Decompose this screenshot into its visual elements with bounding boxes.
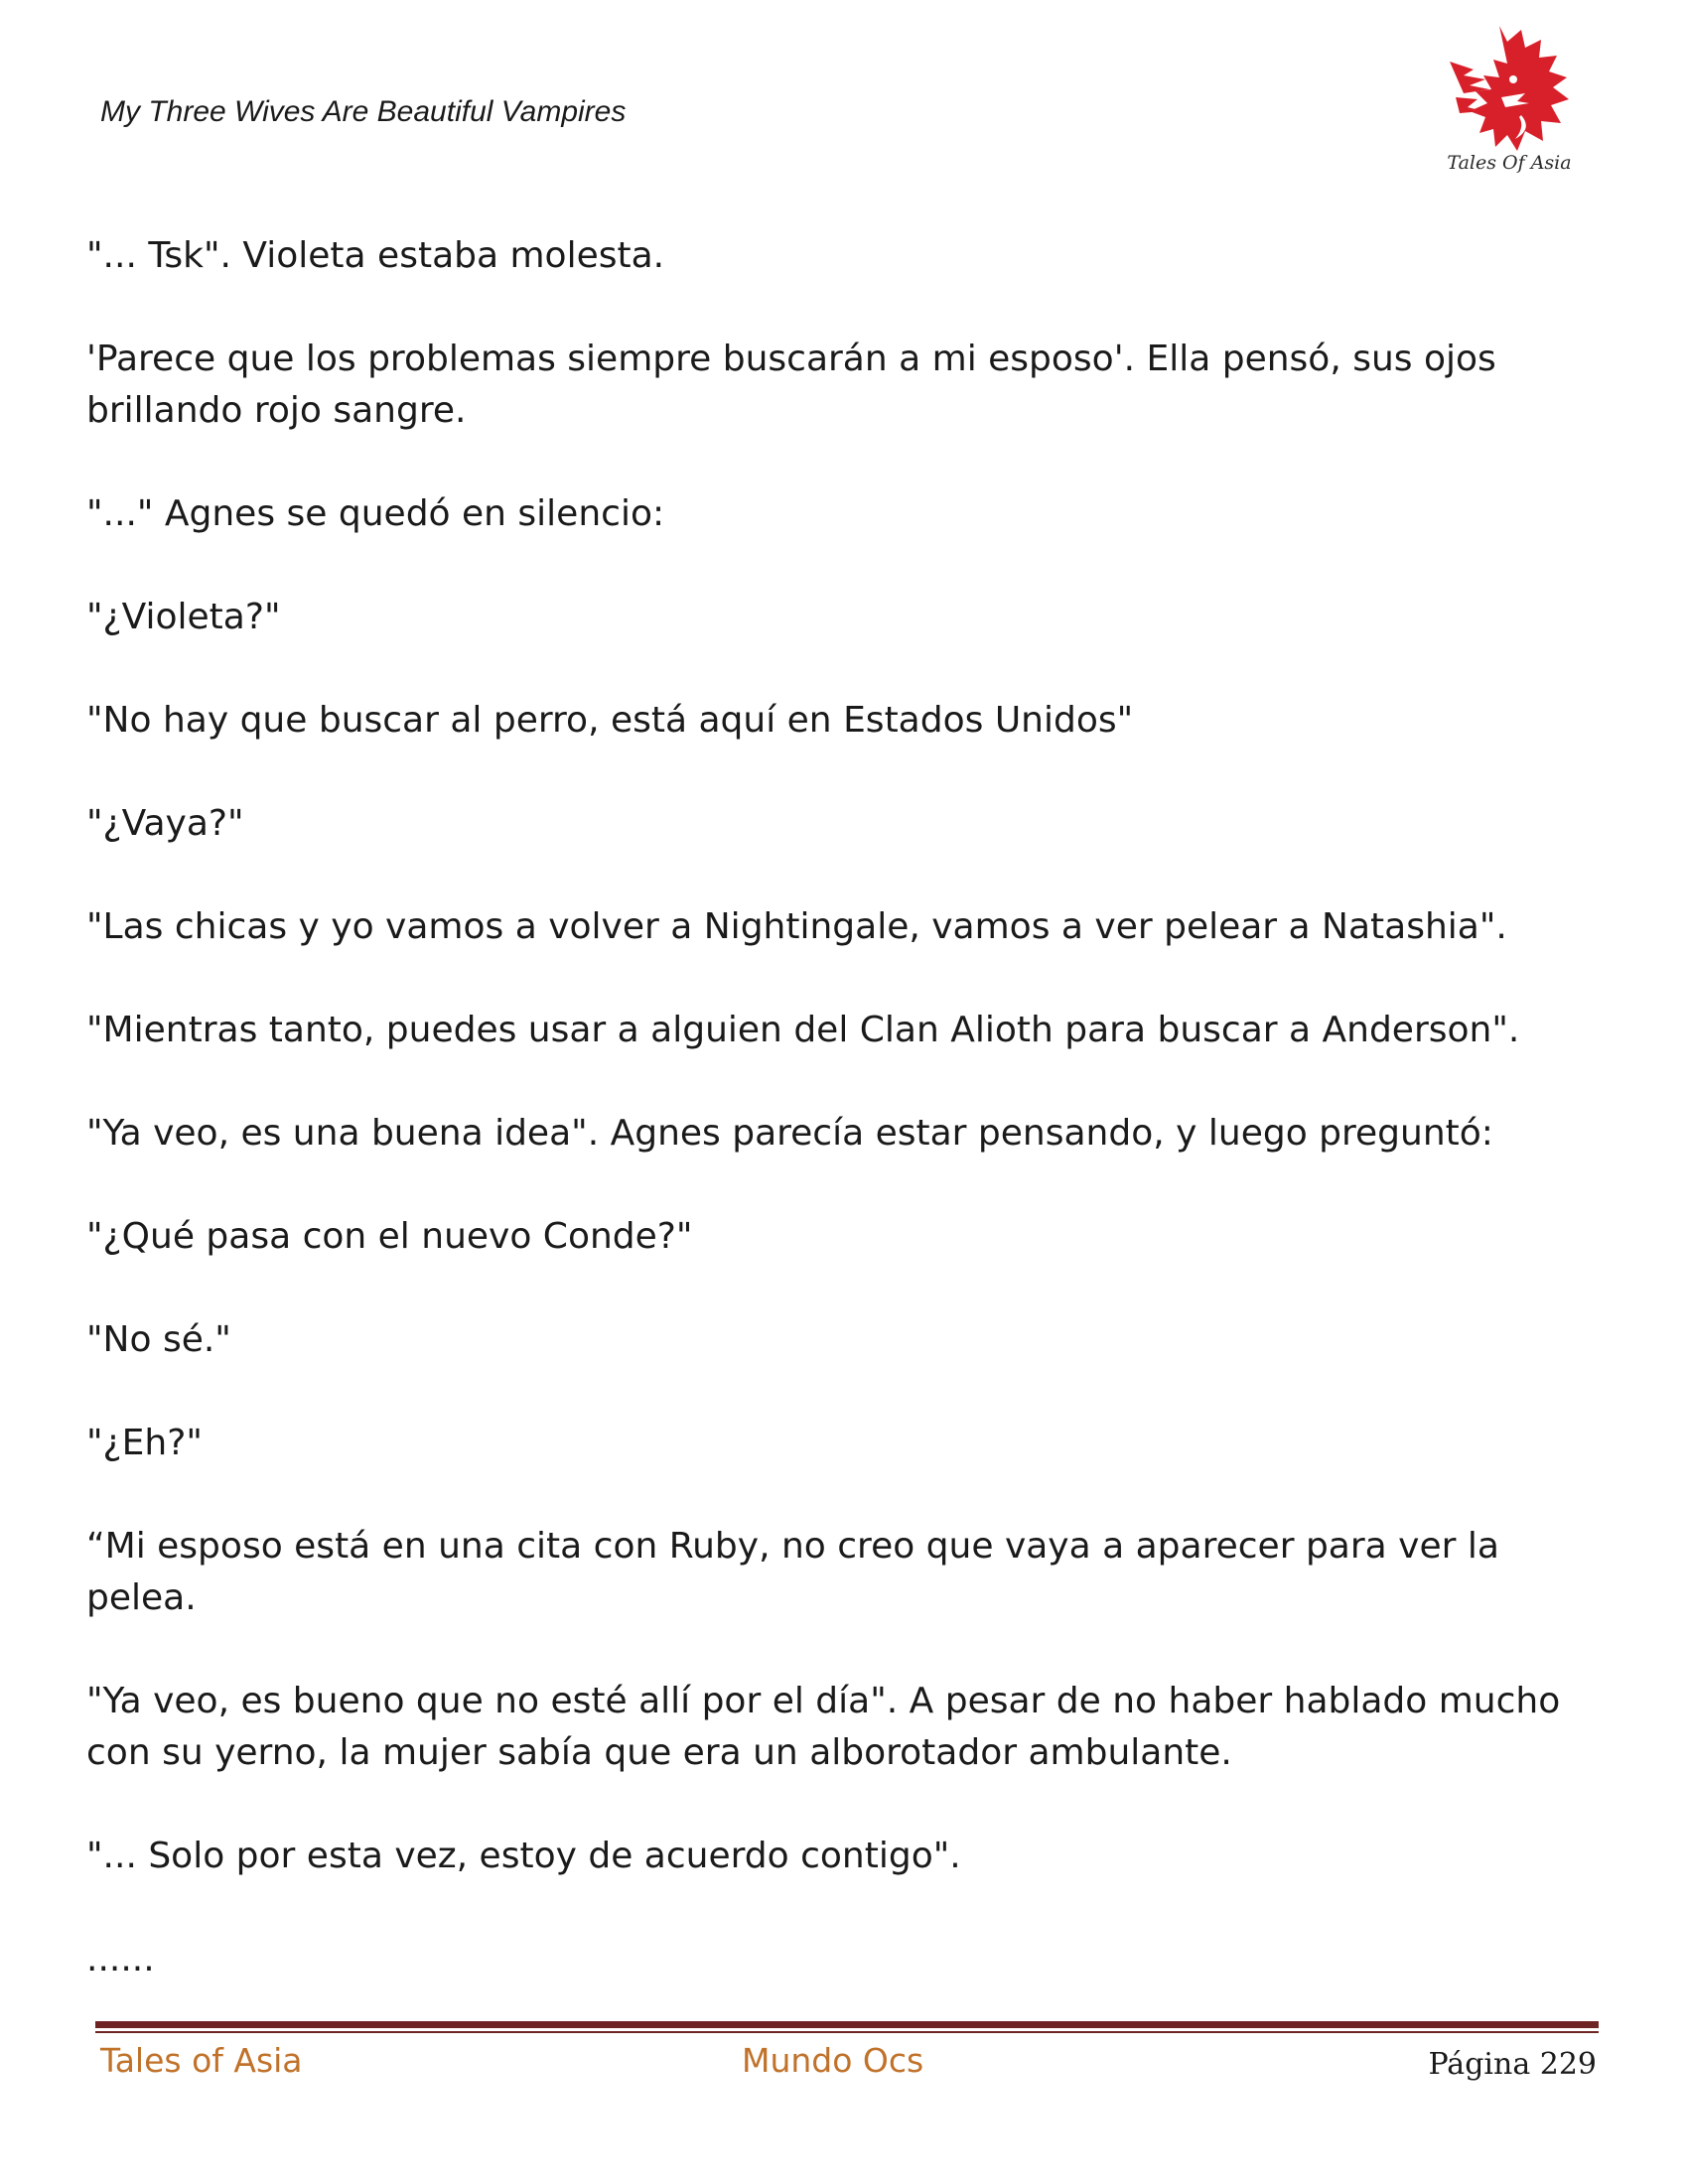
paragraph: "Las chicas y yo vamos a volver a Nightingale, vamos a ver pelear a Natashia". (86, 906, 1507, 947)
paragraph: "¿Eh?" (86, 1423, 203, 1463)
footer-section-name: Mundo Ocs (742, 2041, 924, 2080)
paragraph: "... Tsk". Violeta estaba molesta. (86, 235, 665, 276)
paragraph: "¿Vaya?" (86, 803, 244, 844)
paragraph: "¿Qué pasa con el nuevo Conde?" (86, 1216, 693, 1257)
logo-text: Tales Of Asia (1447, 152, 1572, 174)
paragraph: "¿Violeta?" (86, 597, 281, 637)
footer-site-name: Tales of Asia (100, 2041, 303, 2080)
paragraph: "No sé." (86, 1319, 231, 1360)
footer-divider-thin (95, 2031, 1599, 2033)
paragraph: "Ya veo, es una buena idea". Agnes parecía estar pensando, y luego preguntó: (86, 1113, 1493, 1154)
paragraph: "... Solo por esta vez, estoy de acuerdo contigo". (86, 1836, 961, 1876)
paragraph: "..." Agnes se quedó en silencio: (86, 493, 665, 534)
paragraph: "No hay que buscar al perro, está aquí en Estados Unidos" (86, 700, 1134, 741)
paragraph: "Mientras tanto, puedes usar a alguien del Clan Alioth para buscar a Anderson". (86, 1010, 1520, 1050)
paragraph: "Ya veo, es bueno que no esté allí por el día". A pesar de no haber hablado mucho con su yerno, la mujer sabía que era un alborotador ambulante. (86, 1681, 1561, 1773)
document-header-title: My Three Wives Are Beautiful Vampires (100, 95, 627, 128)
red-dragon-icon (1430, 20, 1589, 159)
tales-of-asia-logo (1430, 20, 1589, 184)
paragraph: 'Parece que los problemas siempre buscarán a mi esposo'. Ella pensó, sus ojos brillando rojo sangre. (86, 339, 1496, 431)
footer-divider (95, 2021, 1599, 2028)
paragraph: ...... (86, 1939, 155, 1979)
page-number: Página 229 (1428, 2047, 1597, 2082)
paragraph: “Mi esposo está en una cita con Ruby, no creo que vaya a aparecer para ver la pelea. (86, 1526, 1499, 1618)
document-body (86, 230, 1606, 2037)
